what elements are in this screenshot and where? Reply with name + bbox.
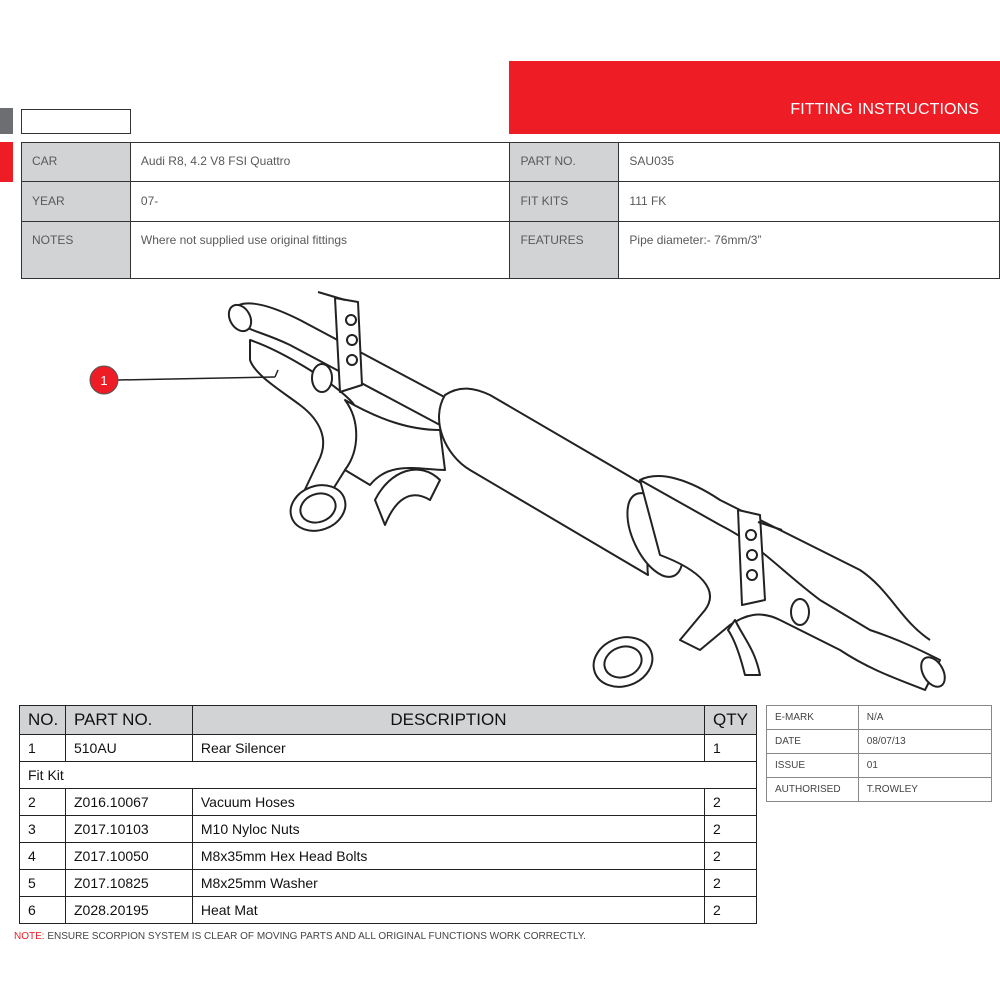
left-lower-bracket (375, 470, 440, 525)
features-value: Pipe diameter:- 76mm/3” (619, 222, 1000, 279)
part-no-label: PART NO. (510, 143, 619, 182)
authorised-label: AUTHORISED (767, 778, 859, 802)
row-part-no: Z017.10103 (65, 816, 192, 843)
table-row (20, 816, 757, 843)
bracket-hole (746, 530, 756, 540)
row-qty: 2 (705, 870, 757, 897)
features-label: FEATURES (510, 222, 619, 279)
row-part-no: 510AU (65, 735, 192, 762)
table-row (20, 735, 757, 762)
row-part-no: Z028.20195 (65, 897, 192, 924)
fit-kit-label: Fit Kit (20, 762, 757, 789)
safety-note (14, 931, 586, 942)
bracket-hole (346, 315, 356, 325)
car-label: CAR (22, 143, 131, 182)
note-text: ENSURE SCORPION SYSTEM IS CLEAR OF MOVING PARTS AND ALL ORIGINAL FUNCTIONS WORK CORRECTLY. (44, 931, 586, 942)
issue-label: ISSUE (767, 754, 859, 778)
row-no: 3 (20, 816, 66, 843)
page-title: FITTING INSTRUCTIONS (790, 101, 979, 118)
row-no: 6 (20, 897, 66, 924)
fit-kits-label: FIT KITS (510, 182, 619, 222)
table-row (20, 897, 757, 924)
date-value: 08/07/13 (858, 730, 991, 754)
row-qty: 2 (705, 816, 757, 843)
right-clamp (791, 599, 809, 625)
row-no: 4 (20, 843, 66, 870)
bracket-hole (747, 550, 757, 560)
row-qty: 2 (705, 789, 757, 816)
callout-leader-line (118, 377, 275, 380)
row-part-no: Z017.10825 (65, 870, 192, 897)
header-part-no: PART NO. (65, 706, 192, 735)
table-row (20, 870, 757, 897)
blank-box (21, 109, 131, 134)
row-description: M10 Nyloc Nuts (192, 816, 704, 843)
left-hanger-bracket (335, 298, 362, 392)
authorised-value: T.ROWLEY (858, 778, 991, 802)
row-part-no: Z016.10067 (65, 789, 192, 816)
header-no: NO. (20, 706, 66, 735)
row-no: 2 (20, 789, 66, 816)
year-label: YEAR (22, 182, 131, 222)
left-clamp (312, 364, 332, 392)
bracket-hole (347, 335, 357, 345)
row-description: M8x25mm Washer (192, 870, 704, 897)
parts-table (19, 705, 757, 924)
vehicle-info-table (21, 142, 1000, 279)
note-prefix: NOTE: (14, 931, 45, 942)
car-value: Audi R8, 4.2 V8 FSI Quattro (130, 143, 510, 182)
gray-tab (0, 108, 13, 134)
right-y-piece (640, 480, 940, 690)
bracket-hole (747, 570, 757, 580)
fit-kit-row (20, 762, 757, 789)
fit-kits-value: 111 FK (619, 182, 1000, 222)
emark-value: N/A (858, 706, 991, 730)
date-label: DATE (767, 730, 859, 754)
header-qty: QTY (705, 706, 757, 735)
exhaust-diagram (0, 285, 1000, 700)
right-lower-bracket (728, 620, 760, 675)
row-qty: 2 (705, 843, 757, 870)
row-qty: 2 (705, 897, 757, 924)
row-description: Rear Silencer (192, 735, 704, 762)
emark-label: E-MARK (767, 706, 859, 730)
row-no: 1 (20, 735, 66, 762)
row-description: Heat Mat (192, 897, 704, 924)
table-row (20, 843, 757, 870)
issue-value: 01 (858, 754, 991, 778)
row-qty: 1 (705, 735, 757, 762)
header-banner (509, 61, 1000, 134)
left-hanger-pin (318, 292, 345, 300)
bracket-hole (347, 355, 357, 365)
row-description: Vacuum Hoses (192, 789, 704, 816)
parts-header-row (20, 706, 757, 735)
part-no-value: SAU035 (619, 143, 1000, 182)
document-meta-table (766, 705, 992, 802)
notes-value: Where not supplied use original fittings (130, 222, 510, 279)
header-description: DESCRIPTION (192, 706, 704, 735)
row-description: M8x35mm Hex Head Bolts (192, 843, 704, 870)
red-tab (0, 142, 13, 182)
year-value: 07- (130, 182, 510, 222)
callout-number: 1 (100, 373, 108, 388)
notes-label: NOTES (22, 222, 131, 279)
table-row (20, 789, 757, 816)
row-no: 5 (20, 870, 66, 897)
row-part-no: Z017.10050 (65, 843, 192, 870)
